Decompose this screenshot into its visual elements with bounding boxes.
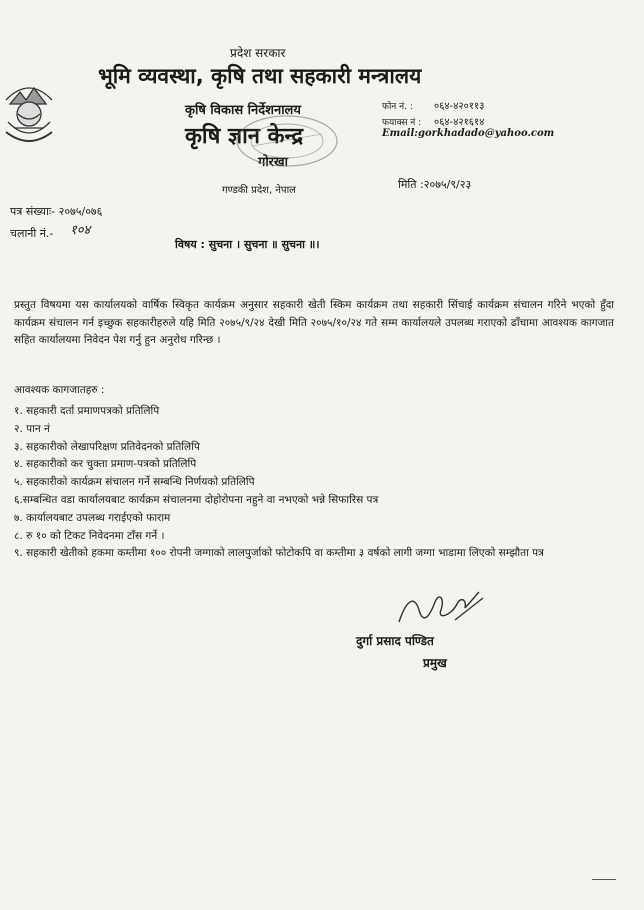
- letter-subject: विषय : सुचना । सुचना ॥ सुचना ॥।: [175, 238, 320, 251]
- office-city: गोरखा: [258, 155, 289, 170]
- phone-number: ०६४-४२०११३: [434, 101, 485, 112]
- list-item: २. पान नं: [14, 422, 50, 435]
- list-item: ५. सहकारीको कार्यक्रम संचालन गर्ने सम्बन्धि निर्णयको प्रतिलिपि: [14, 476, 255, 489]
- list-item: १. सहकारी दर्ता प्रमाणपत्रको प्रतिलिपि: [14, 405, 160, 417]
- ministry-name: भूमि व्यवस्था, कृषि तथा सहकारी मन्त्रालय: [98, 64, 422, 88]
- dispatch-number: १०४: [70, 223, 91, 238]
- signatory-title: प्रमुख: [423, 656, 447, 670]
- page-edge-mark: [592, 879, 616, 880]
- list-item: ४. सहकारीको कर चुक्ता प्रमाण-पत्रको प्रतिलिपि: [14, 458, 197, 471]
- fax-number: ०६४-४२१६१४: [434, 117, 485, 128]
- requirements-heading: आवश्यक कागजातहरु :: [14, 384, 105, 396]
- fax-label: फयाक्स नं :: [382, 118, 422, 128]
- office-name: कृषि ज्ञान केन्द्र: [185, 124, 304, 149]
- dispatch-label: चलानी नं.-: [10, 227, 54, 240]
- reference-number: पत्र संख्याः- २०७५/०७६: [10, 205, 103, 218]
- department-name: कृषि विकास निर्देशनालय: [185, 103, 301, 118]
- office-stamp-icon: [232, 112, 342, 170]
- phone-label: फोन नं. :: [382, 102, 413, 112]
- fax-line: [382, 114, 484, 128]
- signatory-name: दुर्गा प्रसाद पण्डित: [356, 634, 434, 648]
- letter-date: मिति :२०७५/९/२३: [398, 178, 472, 191]
- office-address: गण्डकी प्रदेश, नेपाल: [222, 185, 296, 196]
- requirements-list: [14, 403, 614, 563]
- phone-line: [382, 98, 484, 112]
- list-item: ८. रु १० को टिकट निवेदनमा टाँस गर्ने ।: [14, 529, 165, 542]
- list-item: ६.सम्बन्धित वडा कार्यालयबाट कार्यक्रम संचालनमा दोहोरोपना नहुने वा नभएको भन्ने सिफारिस पत्र: [14, 493, 379, 506]
- province-government: प्रदेश सरकार: [230, 46, 286, 60]
- list-item: ७. कार्यालयबाट उपलब्ध गराईएको फाराम: [14, 511, 171, 524]
- list-item: ९. सहकारी खेतीको हकमा कम्तीमा १०० रोपनी जग्गाको लालपुर्जाको फोटोकपि वा कम्तीमा ३ वर्षको लागी जग्गा भाडामा लिएको सम्झौता पत्र: [14, 547, 544, 560]
- letter-body: प्रस्तुत विषयमा यस कार्यालयको वार्षिक स्विकृत कार्यक्रम अनुसार सहकारी खेती स्किम कार्यक्रम तथा सहकारी सिंचाई कार्यक्रम संचालन गरिने भएको हुँदा कार्यक्रम संचालन गर्न इच्छुक सहकारीहरुले यहि मिति २०७५/९/२४ देखी मिति २०७५/१०/२४ गते सम्म कार्यालयले उपलब्ध गराएको ढाँचामा आवश्यक कागजात सहित कार्यालयमा निवेदन पेश गर्नु हुन अनुरोध गरिन्छ ।: [14, 299, 614, 346]
- signature-icon: [395, 588, 487, 630]
- email-address: Email:gorkhadado@yahoo.com: [382, 128, 555, 139]
- nepal-emblem-icon: [0, 70, 58, 150]
- list-item: ३. सहकारीको लेखापरिक्षण प्रतिवेदनको प्रतिलिपि: [14, 440, 200, 453]
